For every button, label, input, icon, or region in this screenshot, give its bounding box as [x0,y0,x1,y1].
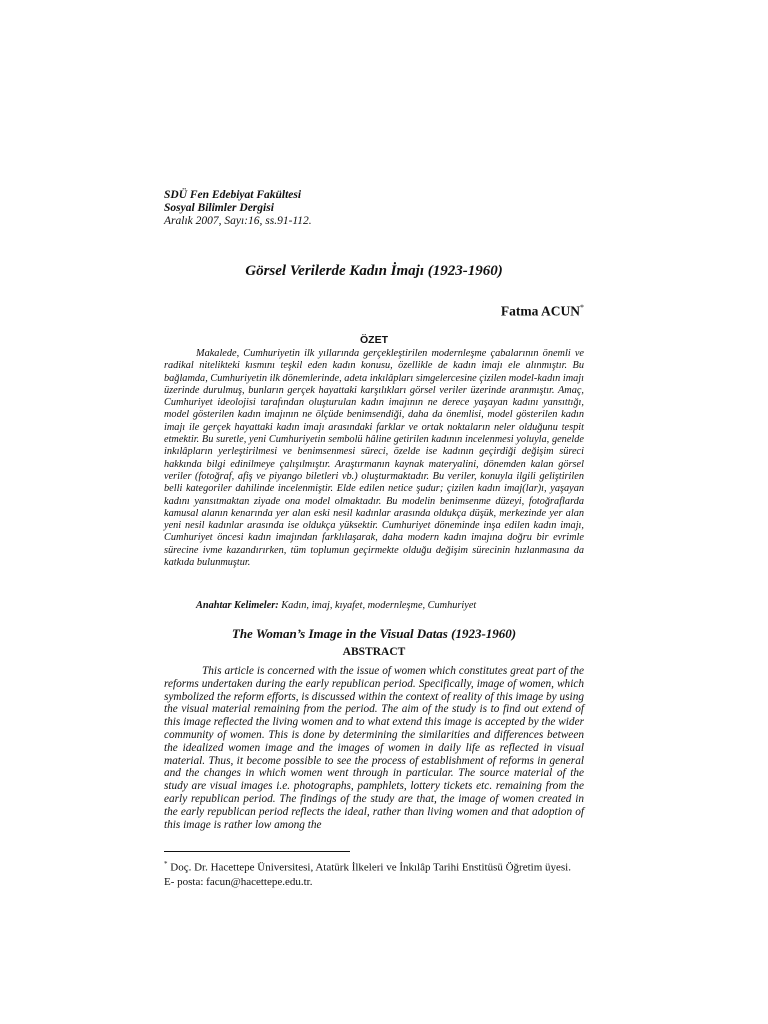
article-title: Görsel Verilerde Kadın İmajı (1923-1960) [245,263,503,279]
author-name: Fatma ACUN [500,303,580,319]
footnote-mark: * [164,860,168,868]
journal-name: Sosyal Bilimler Dergisi [164,202,274,214]
author-footnote-mark: * [580,303,584,312]
journal-faculty: SDÜ Fen Edebiyat Fakültesi [164,189,302,201]
english-title: The Woman’s Image in the Visual Datas (1923-1960) [231,626,517,641]
keywords-text: Kadın, imaj, kıyafet, modernleşme, Cumhuriyet [278,600,477,611]
ozet-heading: ÖZET [360,334,388,346]
footnote-rule [164,851,350,852]
journal-issue: Aralık 2007, Sayı:16, ss.91-112. [164,215,312,227]
ozet-body: Makalede, Cumhuriyetin ilk yıllarında gerçekleştirilen modernleşme çabalarının önemli ve radikal nitelikteki kısmını teşkil eden kadın konusu, özellikle de kadın imajı ele alınmıştır. Bu bağlamda, Cumhuriyetin ilk dönemlerinde, adeta inkılâpları simgelercesine çizilen model-kadın imajı üzerinde durulmuş, bunların gerçek hayattaki karşılıkları görsel veriler üzerinde aranmıştır. Amaç, Cumhuriyet ideolojisi tarafından oluşturulan kadın imajının ne derece yaşayan kadını yansıttığı, model gösterilen kadın imajının ne ölçüde benimsendiği, daha da önemlisi, model gösterilen kadın imajı ile gerçek hayattaki kadın imajı arasındaki farklar ve ortak noktaların neler olduğunu tespit etmektir. Bu suretle, yeni Cumhuriyetin sembolü hâline getirilen kadının incelenmesi yoluyla, genelde inkılâpların yerleştirilmesi ve benimsenmesi süreci, özelde ise kadının geçirdiği değişim süreci hakkında bilgi edinilmeye çalışılmıştır. Araştırmanın kaynak materyalini, dönemden kalan görsel veriler (fotoğraf, afiş ve piyango biletleri vb.) oluşturmaktadır. Bu veriler, konuyla ilgili geliştirilen belli kategoriler dahilinde incelenmiştir. Elde edilen netice şudur; çizilen kadın imaj(lar)ı, yaşayan kadını yansıtmaktan ziyade ona model olmaktadır. Bu modelin benimsenme düzeyi, fotoğraflarda kamusal alanın kenarında yer alan eski nesil kadınlar arasında oldukça düşük, merkezinde yer alan yeni nesil kadınlar arasında ise oldukça yüksektir. Cumhuriyet döneminde inşa edilen kadın imajı, Cumhuriyet öncesi kadın imajından farklılaşarak, daha modern kadın imajına doğru bir evrimle sürecine ivme kazandırırken, tüm toplumun geçirmekte olduğu değişim sürecinin hızlanmasına da katkıda bulunmuştur. [164,348,584,569]
journal-info [164,189,312,228]
abstract-body: This article is concerned with the issue of women which constitutes great part of the reforms undertaken during the early republican period. Specifically, image of women, which symbolized the reform efforts, is discussed within the context of reality of this image by using the visual material remaining from the period. The aim of the study is to find out extend of this image reflected the living women and to what extend this image is accepted by the wider community of women. This is done by determining the similarities and differences between the idealized women image and the images of women in daily life as reflected in visual material. Thus, it become possible to see the process of establishment of reforms in general and the changes in which women went through in particular. The source material of the study are visual images i.e. photographs, pamphlets, lottery tickets etc. remaining from the early republican period. The findings of the study are that, the image of women created in the early republican period reflects the ideal, rather than living women and that adoption of this image is rather low among the [164,665,584,831]
abstract-heading: ABSTRACT [342,646,406,658]
keywords-label: Anahtar Kelimeler: [196,600,279,611]
author [501,303,584,320]
footnote-text: Doç. Dr. Hacettepe Üniversitesi, Atatürk İlkeleri ve İnkılâp Tarihi Enstitüsü Öğretim üyesi. E- posta: facun@hacettepe.edu.tr. [164,861,571,888]
footnote [164,857,584,889]
keywords [196,600,476,611]
